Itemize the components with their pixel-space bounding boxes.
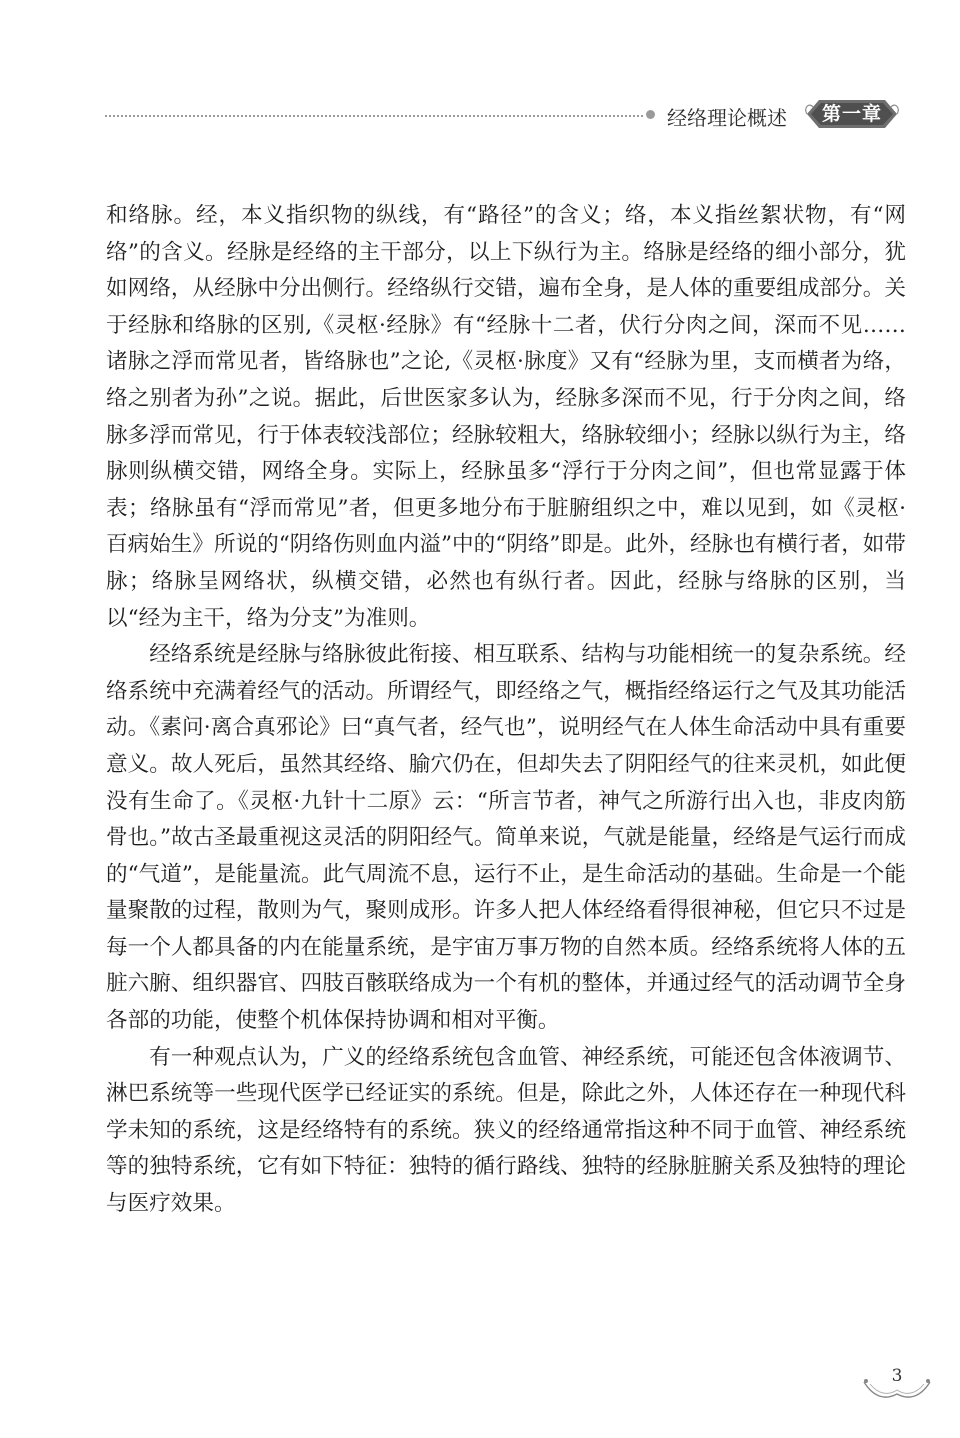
chapter-label: 第一章 xyxy=(821,103,882,125)
chapter-badge xyxy=(805,98,899,130)
running-header xyxy=(105,96,905,136)
header-dotted-rule xyxy=(105,115,643,117)
paragraph-meridian-system: 经络系统是经脉与络脉彼此衔接、相互联系、结构与功能相统一的复杂系统。经络系统中充满着经气的活动。所谓经气，即经络之气，概指经络运行之气及其功能活动。《素问·离合真邪论》曰“真气者，经气也”，说明经气在人体生命活动中具有重要意义。故人死后，虽然其经络、腧穴仍在，但却失去了阴阳经气的往来灵机，如此便没有生命了。《灵枢·九针十二原》云：“所言节者，神气之所游行出入也，非皮肉筋骨也。”故古圣最重视这灵活的阴阳经气。简单来说，气就是能量，经络是气运行而成的“气道”，是能量流。此气周流不息，运行不止，是生命活动的基础。生命是一个能量聚散的过程，散则为气，聚则成形。许多人把人体经络看得很神秘，但它只不过是每一个人都具备的内在能量系统，是宇宙万事万物的自然本质。经络系统将人体的五脏六腑、组织器官、四肢百骸联络成为一个有机的整体，并通过经气的活动调节全身各部的功能，使整个机体保持协调和相对平衡。 xyxy=(106,642,906,1034)
header-rule-end-dot xyxy=(646,110,655,119)
paragraph-continued: 和络脉。经，本义指织物的纵线，有“路径”的含义；络，本义指丝絮状物，有“网络”的含义。经脉是经络的主干部分，以上下纵行为主。络脉是经络的细小部分，犹如网络，从经脉中分出侧行。经络纵行交错，遍布全身，是人体的重要组成部分。关于经脉和络脉的区别,《灵枢·经脉》有“经脉十二者，伏行分肉之间，深而不见……诸脉之浮而常见者，皆络脉也”之论,《灵枢·脉度》又有“经脉为里，支而横者为络，络之别者为孙”之说。据此，后世医家多认为，经脉多深而不见，行于分肉之间，络脉多浮而常见，行于体表较浅部位；经脉较粗大，络脉较细小；经脉以纵行为主，络脉则纵横交错，网络全身。实际上，经脉虽多“浮行于分肉之间”，但也常显露于体表；络脉虽有“浮而常见”者，但更多地分布于脏腑组织之中，难以见到，如《灵枢·百病始生》所说的“阴络伤则血内溢”中的“阴络”即是。此外，经脉也有横行者，如带脉；络脉呈网络状，纵横交错，必然也有纵行者。因此，经脉与络脉的区别，当以“经为主干，络为分支”为准则。 xyxy=(106,203,906,631)
paragraph-viewpoint: 有一种观点认为，广义的经络系统包含血管、神经系统，可能还包含体液调节、淋巴系统等一些现代医学已经证实的系统。但是，除此之外，人体还存在一种现代科学未知的系统，这是经络特有的系统。狭义的经络通常指这种不同于血管、神经系统等的独特系统，它有如下特征：独特的循行路线、独特的经脉脏腑关系及独特的理论与医疗效果。 xyxy=(106,1044,906,1217)
page-number-area xyxy=(860,1366,934,1406)
section-title: 经络理论概述 xyxy=(667,106,787,130)
body-text xyxy=(106,198,906,1223)
page-number: 3 xyxy=(891,1366,903,1386)
